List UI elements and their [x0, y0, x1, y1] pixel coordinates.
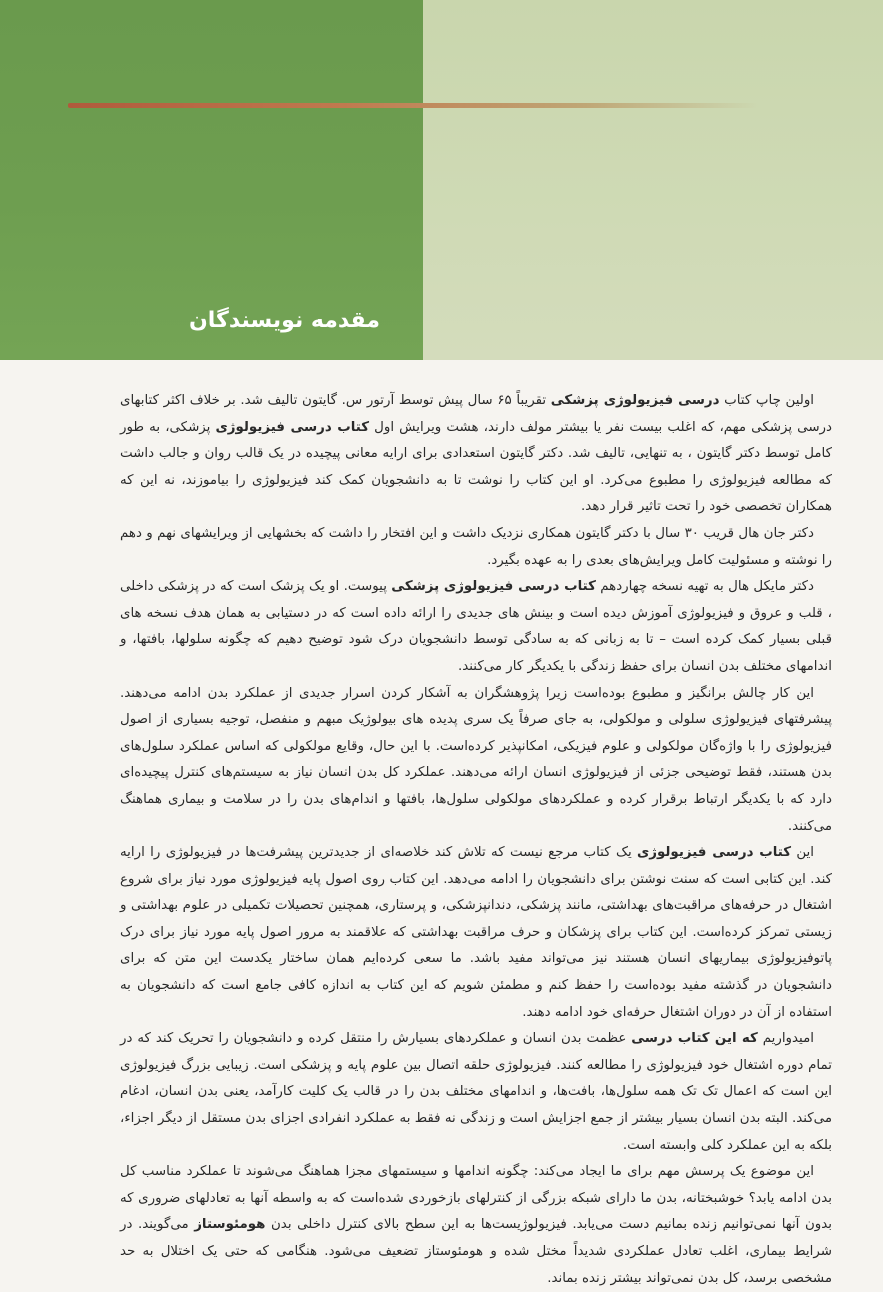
text-run: دکتر مایکل هال به تهیه نسخه چهاردهم — [595, 579, 815, 595]
text-run: امیدواریم — [757, 1031, 814, 1047]
paragraph — [120, 681, 832, 841]
text-run: می‌گویند. در شرایط بیماری، اغلب تعادل عملکردی شدیداً مختل شده و هومئوستاز تضعیف می‌شود. هنگامی که حتی یک اختلال به حد مشخصی برسد، کل بدن نمی‌تواند بیشتر زنده بماند. — [120, 1217, 832, 1286]
emphasis-text: کتاب درسی فیزیولوژی — [637, 845, 791, 861]
text-run: این موضوع یک پرسش مهم برای ما ایجاد می‌کند: چگونه اندامها و سیستمهای مجزا هماهنگ می‌شوند تا عملکرد مناسب کل بدن ادامه یابد؟ خوشبختانه، بدن ما دارای شبکه بزرگی از کنترلهای بازخوردی شده‌است که به واسطه آنها به تعادلهای ضروری که بدون آنها نمی‌توانیم زنده بمانیم دست می‌یابد. فیزیولوژیست‌ها به این سطح بالای کنترل داخلی بدن — [120, 1164, 832, 1233]
decorative-rule — [68, 103, 758, 108]
text-run: عظمت بدن انسان و عملکردهای بسیارش را منتقل کرده و دانشجویان را تحریک کند که در تمام دوره اشتغال خود فیزیولوژی را مطالعه کنند. فیزیولوژی حلقه اتصال بین علوم پایه و پزشکی است. زیبایی بزرگ فیزیولوژی این است که اعمال تک تک همه سلول‌ها، بافت‌ها، و اندامهای مختلف بدن را در قالب یک کلیت کارآمد، یعنی بدن انسان، ادغام می‌کند. البته بدن انسان بسیار بیشتر از جمع اجزایش است و زندگی نه فقط به عملکرد انفرادی اجزای بدن مستقل از دیگر اجزاء، بلکه به این عملکرد کلی وابسته است. — [120, 1031, 832, 1153]
text-run: پزشکی، به طور کامل توسط دکتر گایتون ، به تنهایی، تالیف شد. دکتر گایتون استعدادی برای ارایه معانی پیچیده در یک قالب روان و جالب داشت که مطالعه فیزیولوژی را مطبوع می‌کرد. او این کتاب را نوشت تا به دانشجویان کمک کند فیزیولوژی را بیاموزند، نه این که همکاران تخصصی خود را تحت تاثیر قرار دهد. — [120, 419, 832, 515]
header-banner — [0, 0, 883, 360]
paragraph — [120, 388, 832, 521]
text-run: این — [791, 845, 814, 861]
paragraph — [120, 1159, 832, 1292]
text-run: تقریباً ۶۵ سال پیش توسط آرتور س. گایتون تالیف شد. بر خلاف اکثر کتابهای درسی پزشکی مهم، که اغلب بیست نفر یا بیشتر مولف دارند، هشت ویرایش اول — [120, 393, 832, 435]
emphasis-text: که این کتاب درسی — [631, 1031, 758, 1047]
banner-green-panel — [0, 0, 423, 360]
paragraph — [120, 840, 832, 1026]
text-run: پیوست. او یک پزشک است که در پزشکی داخلی ، قلب و عروق و فیزیولوژی آموزش دیده است و بینش های جدیدی را ارائه داده است که در دستیابی به همان هدف نسخه های قبلی بسیار کمک کرده است – تا به زبانی که به سادگی توسط دانشجویان درک شود توضیح دهیم که چگونه سلولها، بافتها، و اندامهای مختلف بدن انسان برای حفظ زندگی با یکدیگر کار می‌کنند. — [120, 579, 832, 674]
emphasis-text: کتاب درسی فیزیولوژی — [215, 419, 370, 435]
text-run: دکتر جان هال قریب ۳۰ سال با دکتر گایتون همکاری نزدیک داشت و این افتخار را داشت که بخشهایی از ویرایشهای نهم و دهم را نوشته و مسئولیت کامل ویرایش‌های بعدی را به عهده بگیرد. — [120, 525, 832, 568]
paragraph — [120, 521, 832, 574]
text-run: یک کتاب مرجع نیست که تلاش کند خلاصه‌ای از جدیدترین پیشرفت‌ها در فیزیولوژی را ارایه کند. این کتابی است که سنت نوشتن برای دانشجویان را ادامه می‌دهد. این کتاب روی اصول پایه فیزیولوژی مورد نیاز برای شروع اشتغال در حرفه‌های مراقبت‌های بهداشتی، مانند پزشکی، دندانپزشکی، و پرستاری، همچنین تحصیلات تکمیلی در علوم بهداشتی و زیستی تمرکز کرده‌است. این کتاب برای پزشکان و حرف مراقبت بهداشتی که علاقمند به مرور اصول پایه مورد نیاز برای درک پاتوفیزیولوژی بیماریهای انسان هستند نیز می‌تواند مفید باشد. ما سعی کرده‌ایم همان ساختار یکدست این متن که برای دانشجویان در گذشته مفید بوده‌است را حفظ کنم و مطمئن شویم که این کتاب به اندازه کافی جامع است که دانشجویان به استفاده از آن در دوران اشتغال حرفه‌ای خود ادامه دهند. — [120, 845, 832, 1020]
emphasis-text: کتاب درسی فیزیولوژی پزشکی — [391, 579, 596, 595]
text-run: اولین چاپ کتاب — [719, 393, 815, 408]
body-text — [120, 388, 832, 1292]
banner-light-panel — [423, 0, 883, 360]
paragraph — [120, 574, 832, 680]
emphasis-text: هومئوستاز — [194, 1217, 266, 1233]
paragraph — [120, 1026, 832, 1159]
section-title: مقدمه نویسندگان — [188, 308, 380, 333]
text-run: این کار چالش برانگیز و مطبوع بوده‌است زیرا پژوهشگران به آشکار کردن اسرار جدیدی از عملکرد بدن ادامه می‌دهند. پیشرفتهای فیزیولوژی سلولی و مولکولی، به جای صرفاً یک سری پدیده های بیولوژیک مبهم و منفصل، توجیه بسیاری از اصول فیزیولوژی را با واژه‌گان مولکولی و علوم فیزیکی، امکانپذیر کرده‌است. با این حال، وقایع مولکولی که اساس عملکرد سلول‌های بدن هستند، فقط توضیحی جزئی از فیزیولوژی انسان ارائه می‌دهند. عملکرد کل بدن انسان نیاز به سیستم‌های کنترل پیچیده‌ای دارد که با یکدیگر ارتباط برقرار کرده و عملکردهای مولکولی سلول‌ها، بافتها و اندام‌های بدن را در سلامت و بیماری هماهنگ می‌کنند. — [120, 685, 832, 834]
emphasis-text: درسی فیزیولوژی پزشکی — [550, 393, 720, 408]
